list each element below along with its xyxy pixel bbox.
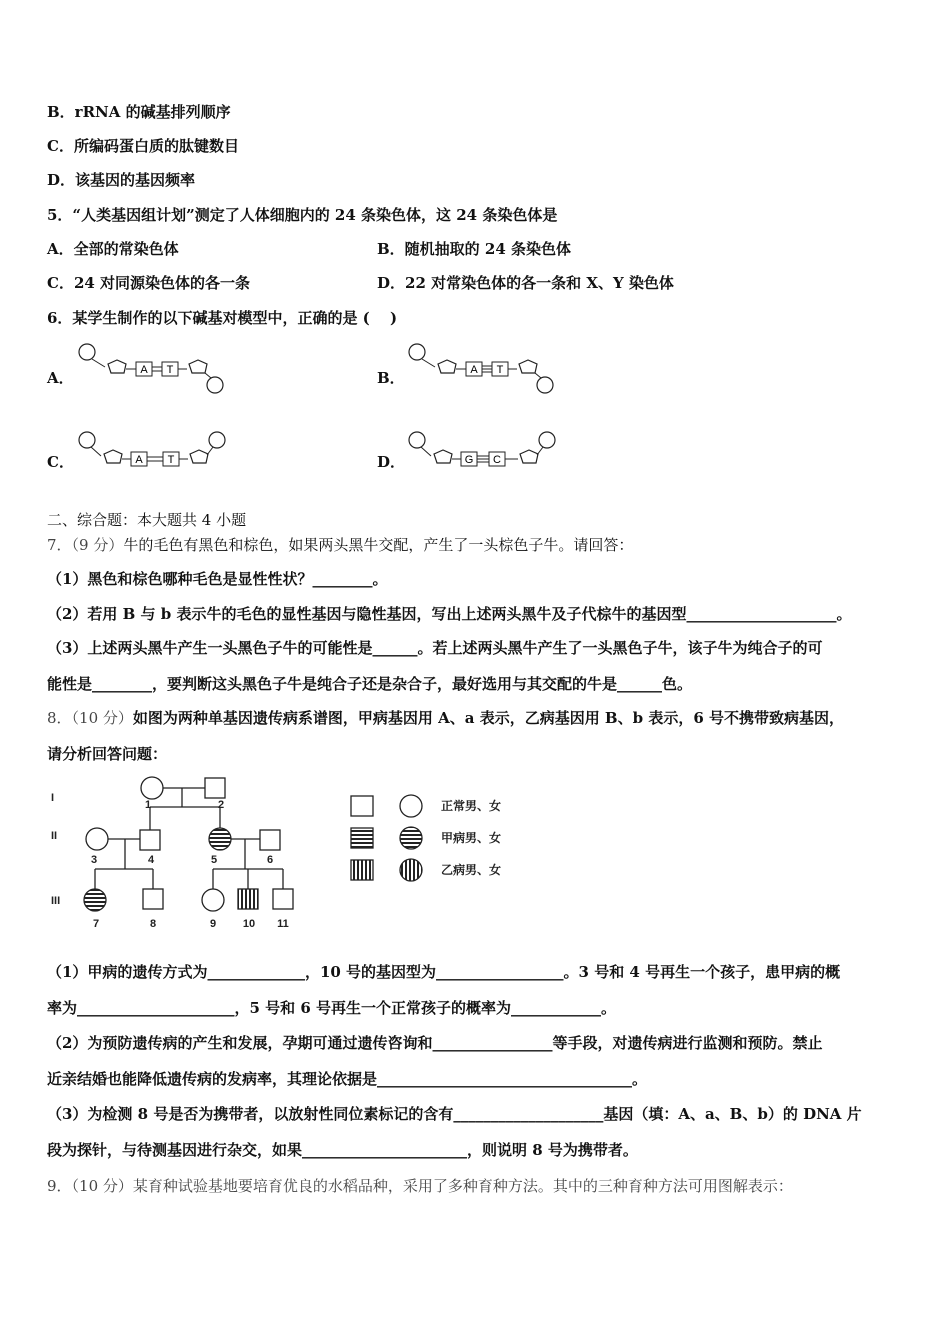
legend-normal: 正常男、女: [441, 799, 502, 813]
individual-id: 6: [266, 854, 274, 866]
base-pair-model-a: [75, 340, 235, 398]
individual-id: 4: [147, 854, 155, 866]
model-d-base-1: G: [464, 454, 474, 466]
q8-part1-line1: （1）甲病的遗传方式为_____________，10 号的基因型为_________________。3 号和 4 号再生一个孩子，患甲病的概: [47, 963, 841, 981]
generation-label: III: [51, 895, 61, 907]
legend-disease-a: 甲病男、女: [441, 831, 502, 845]
q7-points: 7．（9 分）: [47, 536, 124, 554]
q8-part1-line2: 率为_____________________，5 号和 6 号再生一个正常孩子的概率为____________。: [47, 999, 617, 1017]
model-c-base-1: A: [135, 454, 143, 466]
q5-option-a: A．全部的常染色体: [47, 240, 179, 258]
q9-stem: 9．（10 分）某育种试验基地要培育优良的水稻品种，采用了多种育种方法。其中的三种育种方法可用图解表示：: [47, 1177, 793, 1195]
pedigree-legend: [345, 790, 525, 890]
q7-part3-line2: 能性是________，要判断这头黑色子牛是纯合子还是杂合子，最好选用与其交配的牛是______色。: [47, 675, 693, 693]
individual-id: 5: [210, 854, 218, 866]
base-pair-model-c: [75, 425, 235, 475]
individual-id: 2: [217, 799, 225, 811]
individual-id: 9: [209, 918, 217, 930]
individual-id: 1: [144, 799, 152, 811]
model-a-base-2: T: [166, 364, 174, 376]
generation-label: I: [51, 792, 55, 804]
q7-part3-line1: （3）上述两头黑牛产生一头黑色子牛的可能性是______。若上述两头黑牛产生了一头黑色子牛，该子牛为纯合子的可: [47, 639, 823, 657]
q6-label-b: B．: [377, 369, 405, 387]
q8-part3-line1: （3）为检测 8 号是否为携带者，以放射性同位素标记的含有____________________基因（填：A、a、B、b）的 DNA 片: [47, 1105, 862, 1123]
q4-option-c: C．所编码蛋白质的肽键数目: [47, 137, 239, 155]
individual-id: 3: [90, 854, 98, 866]
individual-id: 11: [277, 918, 289, 930]
q6-label-a: A．: [47, 369, 74, 387]
pedigree-chart: [45, 773, 320, 935]
base-pair-model-b: [405, 340, 565, 398]
q5-stem: 5．“人类基因组计划”测定了人体细胞内的 24 条染色体，这 24 条染色体是: [47, 206, 558, 224]
model-c-base-2: T: [167, 454, 175, 466]
individual-id: 7: [92, 918, 100, 930]
q7-stem: [47, 535, 633, 555]
q5-option-d: D．22 对常染色体的各一条和 X、Y 染色体: [377, 274, 674, 292]
individual-id: 8: [149, 918, 157, 930]
individual-id: 10: [242, 918, 256, 930]
q5-option-c: C．24 对同源染色体的各一条: [47, 274, 251, 292]
q8-points: 8．（10 分）: [47, 709, 133, 727]
q7-part1: （1）黑色和棕色哪种毛色是显性性状？________。: [47, 570, 388, 588]
q8-stem-line2: 请分析回答问题：: [47, 745, 168, 763]
legend-disease-b: 乙病男、女: [441, 863, 502, 877]
section-title: 二、综合题：本大题共 4 小题: [47, 511, 247, 529]
model-b-base-1: A: [470, 364, 478, 376]
q5-option-b: B．随机抽取的 24 条染色体: [377, 240, 571, 258]
base-pair-model-d: [405, 425, 565, 475]
q8-stem: [47, 708, 844, 728]
model-d-base-2: C: [493, 454, 501, 466]
q6-label-d: D．: [377, 453, 406, 471]
model-b-base-2: T: [496, 364, 504, 376]
generation-label: II: [51, 830, 58, 842]
q8-stem-text: 如图为两种单基因遗传病系谱图，甲病基因用 A、a 表示，乙病基因用 B、b 表示，6 号不携带致病基因，: [132, 709, 844, 727]
q8-part3-line2: 段为探针，与待测基因进行杂交，如果______________________，则说明 8 号为携带者。: [47, 1141, 638, 1159]
model-a-base-1: A: [140, 364, 148, 376]
q6-stem: 6．某学生制作的以下碱基对模型中，正确的是 ( ): [47, 309, 398, 327]
q7-stem-text: 牛的毛色有黑色和棕色，如果两头黑牛交配，产生了一头棕色子牛。请回答：: [123, 536, 634, 554]
q8-part2-line1: （2）为预防遗传病的产生和发展，孕期可通过遗传咨询和________________等手段，对遗传病进行监测和预防。禁止: [47, 1034, 823, 1052]
q4-option-d: D．该基因的基因频率: [47, 171, 196, 189]
q8-part2-line2: 近亲结婚也能降低遗传病的发病率，其理论依据是__________________________________。: [47, 1070, 648, 1088]
q7-part2: （2）若用 B 与 b 表示牛的毛色的显性基因与隐性基因，写出上述两头黑牛及子代棕牛的基因型____________________。: [47, 605, 852, 623]
q6-label-c: C．: [47, 453, 74, 471]
q4-option-b: B．rRNA 的碱基排列顺序: [47, 103, 231, 121]
